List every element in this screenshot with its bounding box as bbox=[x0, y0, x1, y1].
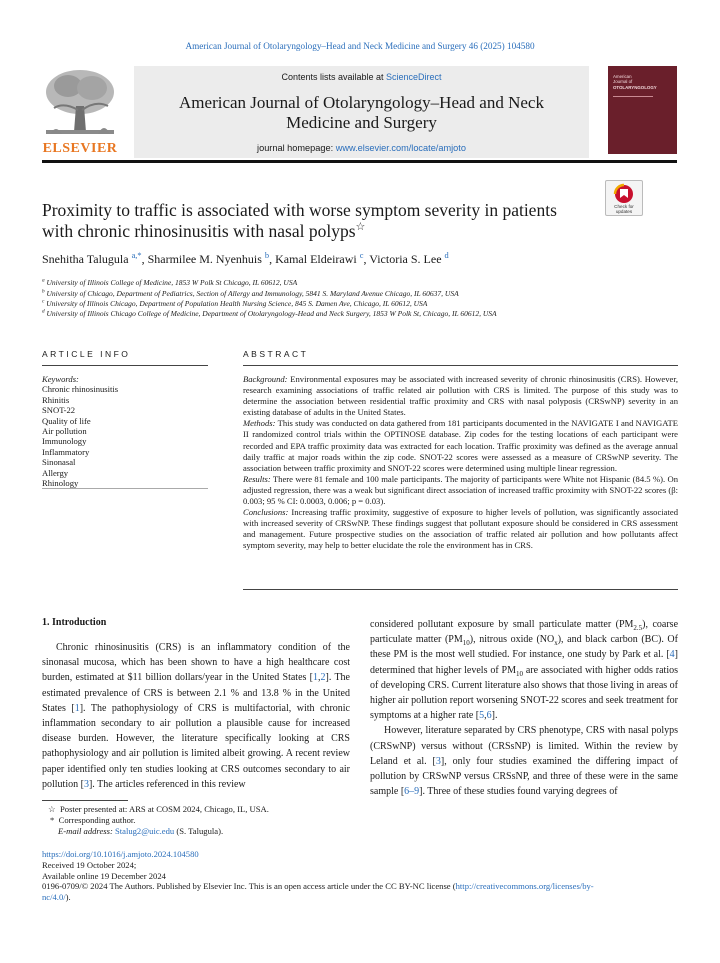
author-affiliation-mark[interactable]: d bbox=[444, 251, 449, 260]
publisher-name: ELSEVIER bbox=[42, 141, 118, 156]
affiliation-text: University of Chicago, Department of Pediatrics, Section of Allergy and Immunology, 5841 S. Maryland Avenue Chicago, IL 60637, USA bbox=[46, 289, 459, 298]
affiliation bbox=[42, 289, 682, 298]
affiliation-text: University of Illinois Chicago College of Medicine, Department of Otolaryngology-Head and Neck Surgery, 1853 W Polk St, Chicago, IL 60612, USA bbox=[46, 309, 497, 318]
cover-title-line-1: American bbox=[613, 74, 632, 79]
body-paragraph: Chronic rhinosinusitis (CRS) is an inflammatory condition of the sinonasal mucosa, which has been shown to have a high healthcare cost burden, estimated at $11 billion dollars/year in the United States [1,2]. The estimated prevalence of CRS is between 2.1 % and 13.8 % in the United States [1]. The pathophysiology of CRS is multifactorial, with chronic inflammation secondary to air pollution a plausible cause for increased disease burden. However, the literature specifically looking at CRS pathophysiology and air pollution is limited albeit growing. A recent review paper identified only ten studies looking at CRS outcomes secondary to air pollution [3]. The articles referenced in this review bbox=[42, 642, 351, 790]
article-metadata bbox=[42, 849, 682, 903]
homepage-line bbox=[134, 143, 589, 153]
abstract-heading: ABSTRACT bbox=[243, 349, 309, 359]
email-suffix: (S. Talugula). bbox=[174, 826, 224, 836]
article-title-line-2 bbox=[42, 221, 602, 242]
abstract-conclusions bbox=[243, 507, 678, 551]
author-affiliation-mark[interactable]: a,* bbox=[131, 251, 142, 260]
check-for-updates-button[interactable] bbox=[605, 180, 643, 216]
citation-link[interactable]: 2 bbox=[320, 672, 326, 684]
journal-header bbox=[42, 66, 677, 158]
keyword-item: Chronic rhinosinusitis bbox=[42, 384, 119, 395]
affiliation-mark: d bbox=[42, 308, 45, 315]
abstract-rule bbox=[243, 365, 678, 366]
citation-link[interactable]: 5 bbox=[479, 710, 485, 722]
citation-link[interactable]: 3 bbox=[435, 755, 441, 767]
article-title bbox=[42, 200, 602, 242]
citation-link[interactable]: 1 bbox=[74, 702, 80, 714]
keyword-item: Quality of life bbox=[42, 415, 91, 426]
available-date: Available online 19 December 2024 bbox=[42, 870, 166, 881]
author-affiliation-mark[interactable]: c bbox=[359, 251, 364, 260]
elsevier-tree-icon bbox=[42, 66, 118, 142]
abstract-body bbox=[243, 374, 678, 552]
abstract-methods bbox=[243, 418, 678, 473]
copyright-line-2 bbox=[42, 892, 682, 903]
homepage-link[interactable]: www.elsevier.com/locate/amjoto bbox=[335, 143, 466, 153]
abstract-background-label: Background: bbox=[243, 374, 288, 384]
abstract-results-label: Results: bbox=[243, 473, 271, 484]
keyword-item: SNOT-22 bbox=[42, 405, 76, 416]
homepage-prefix: journal homepage: bbox=[257, 143, 336, 153]
abstract-results bbox=[243, 474, 678, 507]
cover-title bbox=[613, 74, 673, 90]
keywords-box bbox=[42, 374, 208, 488]
affiliation bbox=[42, 299, 682, 308]
cover-title-line-3: OTOLARYNGOLOGY bbox=[613, 84, 657, 90]
citation-link[interactable]: 6 bbox=[486, 710, 492, 722]
affiliation-text: University of Illinois College of Medicine, 1853 W Polk St Chicago, IL 60612, USA bbox=[46, 278, 298, 287]
title-star-footnote-mark[interactable]: ☆ bbox=[355, 221, 366, 234]
article-info-rule bbox=[42, 365, 208, 366]
abstract-methods-text: This study was conducted on data gathered from 181 participants documented in the NAVIGATE I and NAVIGATE II randomized control trials within the OPTINOSE database. Zip codes for the testing locations of each participant were recorded and EPA traffic proximity data was extracted for each location. Traffic proximity was defined as the average annual daily traffic at major roads within the zip code. SNOT-22 scores were assessed as a measure of CRSwNP severity. The association between traffic proximity and SNOT-22 scores were determined using multiple linear regression. bbox=[243, 418, 678, 473]
citation-link[interactable]: 3 bbox=[83, 778, 89, 790]
citation-link[interactable]: 6–9 bbox=[404, 786, 420, 798]
contents-prefix: Contents lists available at bbox=[281, 72, 387, 82]
abstract-conclusions-text: Increasing traffic proximity, suggestive of exposure to higher levels of pollution, was significantly associated with increased severity of CRSwNP. These findings suggest that pollutant exposure should be considered in CRS assessment and management. Future prospective studies on the association of traffic related air pollution and how pollutants affect symptom severity, may help to better elucidate the role the environment has in CRS. bbox=[243, 507, 678, 551]
abstract-background bbox=[243, 374, 678, 418]
citation-link[interactable]: 4 bbox=[669, 649, 675, 661]
journal-title-line-2: Medicine and Surgery bbox=[286, 113, 437, 132]
journal-reference[interactable]: American Journal of Otolaryngology–Head and Neck Medicine and Surgery 46 (2025) 104580 bbox=[185, 41, 535, 51]
keywords-end-rule bbox=[42, 488, 208, 489]
keywords-label: Keywords: bbox=[42, 374, 79, 384]
journal-title-line-1: American Journal of Otolaryngology–Head and Neck bbox=[179, 93, 544, 112]
citation-link[interactable]: 1 bbox=[313, 672, 319, 684]
keyword-item: Immunology bbox=[42, 436, 87, 447]
received-date: Received 19 October 2024; bbox=[42, 859, 137, 870]
abstract-conclusions-label: Conclusions: bbox=[243, 507, 289, 518]
author-name[interactable]: Kamal Eldeirawi bbox=[275, 252, 357, 266]
cover-rule bbox=[613, 96, 653, 97]
author-name[interactable]: Snehitha Talugula bbox=[42, 252, 129, 266]
email-link[interactable]: Stalug2@uic.edu bbox=[114, 826, 175, 836]
body-paragraph: considered pollutant exposure by small particulate matter $(PM_{2.5})$, coarse particulate matter $(PM_{10})$, nitrous oxide $(NO_x)$, and black carbon (BC). Of these PM is the most well studied. For instance, one study by Park et al. [4] determined that higher levels of $PM_{10}$ are associated with higher odds ratios of developing CRS. Current literature also shows that those living in areas of higher air pollution report worsening SNOT-22 scores and seek treatment for symptoms at a higher rate [5,6]. bbox=[370, 619, 679, 722]
article-title-line-2-text: with chronic rhinosinusitis with nasal polyps bbox=[42, 221, 356, 241]
article-info-heading: ARTICLE INFO bbox=[42, 349, 131, 359]
doi-link[interactable]: https://doi.org/10.1016/j.amjoto.2024.104580 bbox=[42, 849, 199, 859]
footnote-presented-text: Poster presented at: ARS at COSM 2024, Chicago, IL, USA. bbox=[60, 804, 269, 814]
body-column-left bbox=[42, 640, 350, 792]
copyright-end: ). bbox=[65, 892, 71, 903]
affiliation-mark: a bbox=[42, 277, 45, 284]
email-label: E-mail address: bbox=[58, 826, 115, 836]
footnote-email bbox=[42, 826, 342, 837]
journal-title bbox=[134, 93, 589, 133]
journal-cover-thumbnail[interactable] bbox=[608, 66, 677, 154]
license-link-continued[interactable]: nc/4.0/ bbox=[42, 892, 66, 903]
keyword-item: Allergy bbox=[42, 467, 69, 478]
copyright-text: 0196-0709/© 2024 The Authors. Published by Elsevier Inc. This is an open access article under the CC BY-NC license ( bbox=[42, 881, 456, 892]
abstract-end-rule bbox=[243, 589, 678, 590]
abstract-results-text: There were 81 female and 100 male participants. The majority of participants were White not Hispanic (84.5 %). On adjusted regression, there was a weak but significant direct association of increased traffic proximity with SNOT-22 scores (β: 0.003; 95 % CI: 0.0003, 0.006; p = 0.03). bbox=[243, 473, 678, 507]
keyword-item: Inflammatory bbox=[42, 446, 90, 457]
keyword-item: Sinonasal bbox=[42, 457, 76, 468]
affiliation bbox=[42, 309, 682, 318]
abstract-background-text: Environmental exposures may be associated with increased severity of chronic rhinosinusitis (CRS). However, research examining associations of traffic related air pollution with CRS is limited. The purpose of this study was to determine the association between residential traffic proximity and CRS with nasal polyposis (CRSwNP) severity in an existing database of adults in the United States. bbox=[243, 374, 679, 418]
elsevier-logo bbox=[42, 66, 118, 158]
header-rule bbox=[42, 160, 677, 163]
journal-masthead bbox=[134, 66, 589, 158]
author-affiliation-mark[interactable]: b bbox=[264, 251, 270, 260]
affiliation bbox=[42, 278, 682, 287]
affiliation-mark: b bbox=[42, 288, 45, 295]
sciencedirect-link[interactable]: ScienceDirect bbox=[386, 72, 442, 82]
body-paragraph: However, literature separated by CRS phenotype, CRS with nasal polyps (CRSwNP) versus without (CRSsNP) is limited. Within the review by Leland et al. [3], only four studies examined the differing impact of pollution by CRSwNP versus CRSsNP, and three of these were in the same sample [6–9]. Three of these studies found varying degrees of bbox=[370, 725, 678, 798]
body-column-right bbox=[370, 617, 678, 799]
license-link[interactable]: http://creativecommons.org/licenses/by- bbox=[455, 881, 594, 892]
footnote-rule bbox=[42, 800, 128, 801]
keyword-item: Rhinology bbox=[42, 478, 79, 489]
author-list: Snehitha Talugula $^{a,*}$, Sharmilee M. Nyenhuis $^b$, Kamal Eldeirawi $^c$, Victoria S. Lee $^d$ bbox=[42, 251, 449, 266]
keyword-item: Air pollution bbox=[42, 426, 87, 437]
footnote-corresponding-text: Corresponding author. bbox=[58, 815, 136, 825]
contents-line bbox=[134, 72, 589, 82]
introduction-heading: 1. Introduction bbox=[42, 617, 107, 628]
affiliation-mark: c bbox=[42, 298, 45, 305]
author-name[interactable]: Sharmilee M. Nyenhuis bbox=[147, 252, 262, 266]
check-for-updates-label: Check for updates bbox=[614, 204, 634, 214]
article-title-line-1: Proximity to traffic is associated with worse symptom severity in patients bbox=[42, 200, 557, 220]
author-name[interactable]: Victoria S. Lee bbox=[369, 252, 442, 266]
footnotes bbox=[42, 804, 342, 837]
footnote-corresponding: * Corresponding author. bbox=[50, 815, 136, 825]
abstract-methods-label: Methods: bbox=[243, 418, 276, 429]
affiliation-text: University of Illinois Chicago, Department of Population Health Nursing Science, 845 S. Damen Ave, Chicago, IL 60612, USA bbox=[46, 299, 428, 308]
copyright-line bbox=[42, 881, 682, 892]
footnote-presented: ☆ Poster presented at: ARS at COSM 2024, Chicago, IL, USA. bbox=[48, 804, 269, 814]
cover-title-line-2: Journal of bbox=[613, 79, 633, 85]
keyword-item: Rhinitis bbox=[42, 394, 70, 405]
